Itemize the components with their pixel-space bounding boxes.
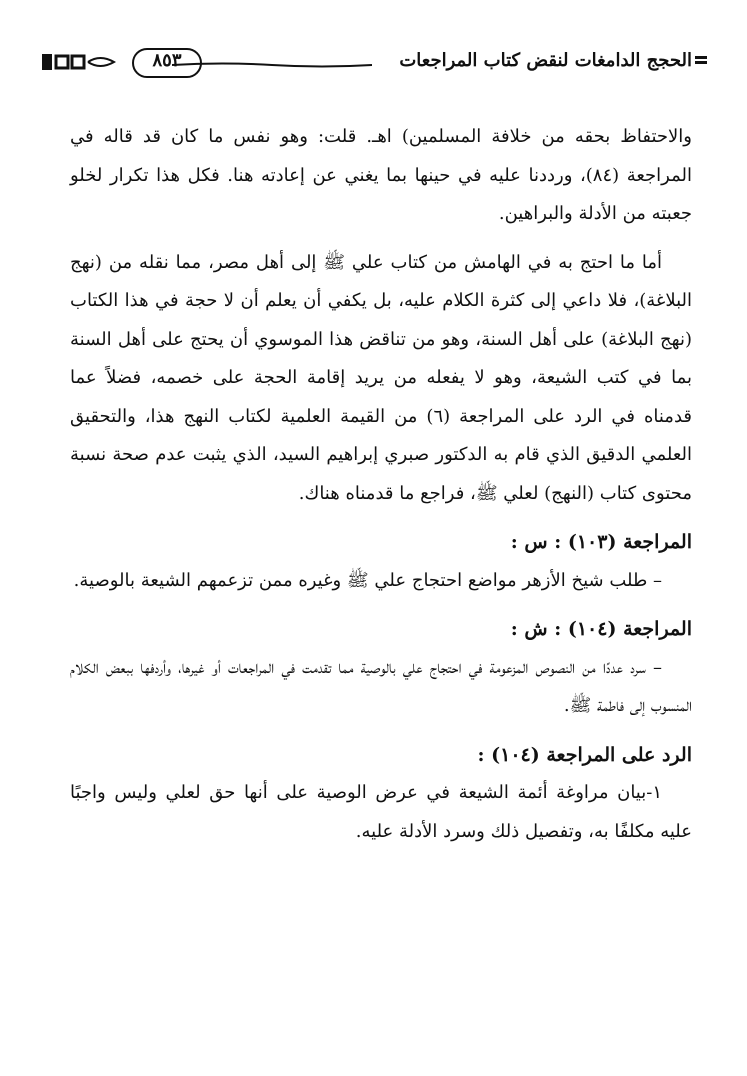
page-header bbox=[40, 42, 708, 82]
section-body-reply-104: ١-بيان مراوغة أئمة الشيعة في عرض الوصية على أنها حق لعلي وليس واجبًا عليه مكلفًا به، وتفصيل ذلك وسرد الأدلة عليه. bbox=[70, 782, 692, 842]
page-number: ٨٥٣ bbox=[152, 50, 182, 71]
section-body-103: – طلب شيخ الأزهر مواضع احتجاج علي ﷺ وغيره ممن تزعمهم الشيعة بالوصية. bbox=[73, 569, 662, 591]
header-ornament-right-icon bbox=[694, 54, 708, 68]
section-heading-104: المراجعة (١٠٤) : ش : bbox=[510, 618, 692, 640]
section-heading-reply-104: الرد على المراجعة (١٠٤) : bbox=[477, 743, 692, 766]
paragraph-1: والاحتفاظ بحقه من خلافة المسلمين) اهـ. قلت: وهو نفس ما كان قد قاله في المراجعة (٨٤)، ورددنا عليه في حينها بما يغني عن إعادته هنا. فكل هذا تكرار لخلو جعبته من الأدلة والبراهين. bbox=[70, 126, 692, 224]
page-number-badge bbox=[124, 46, 210, 78]
running-title: الحجج الدامغات لنقض كتاب المراجعات bbox=[399, 50, 692, 71]
paragraph-2: أما ما احتج به في الهامش من كتاب علي ﷺ إلى أهل مصر، مما نقله من (نهج البلاغة)، فلا داعي إلى كثرة الكلام عليه، بل يكفي أن يعلم أن لا حجة في هذا الكتاب (نهج البلاغة) على أهل السنة، وهو من تناقض هذا الموسوي أن يحتج على أهل السنة بما في كتب الشيعة، وهو لا يفعله من يريد إقامة الحجة على خصمه، فضلاً عما قدمناه في الرد على المراجعة (٦) من القيمة العلمية لكتاب النهج هذا، والتحقيق العلمي الدقيق الذي قام به الدكتور صبري إبراهيم السيد، الذي يثبت عدم صحة نسبة محتوى كتاب (النهج) لعلي ﷺ، فراجع ما قدمناه هناك. bbox=[70, 251, 692, 504]
section-body-104: – سرد عددًا من النصوص المزعومة في احتجاج علي بالوصية مما تقدمت في المراجعات أو غيرها، وأردفها ببعض الكلام المنسوب إلى فاطمة ﷺ. bbox=[70, 656, 692, 716]
page-body bbox=[70, 118, 692, 851]
header-ornament-left-icon bbox=[40, 50, 120, 74]
section-heading-103: المراجعة (١٠٣) : س : bbox=[510, 531, 692, 553]
